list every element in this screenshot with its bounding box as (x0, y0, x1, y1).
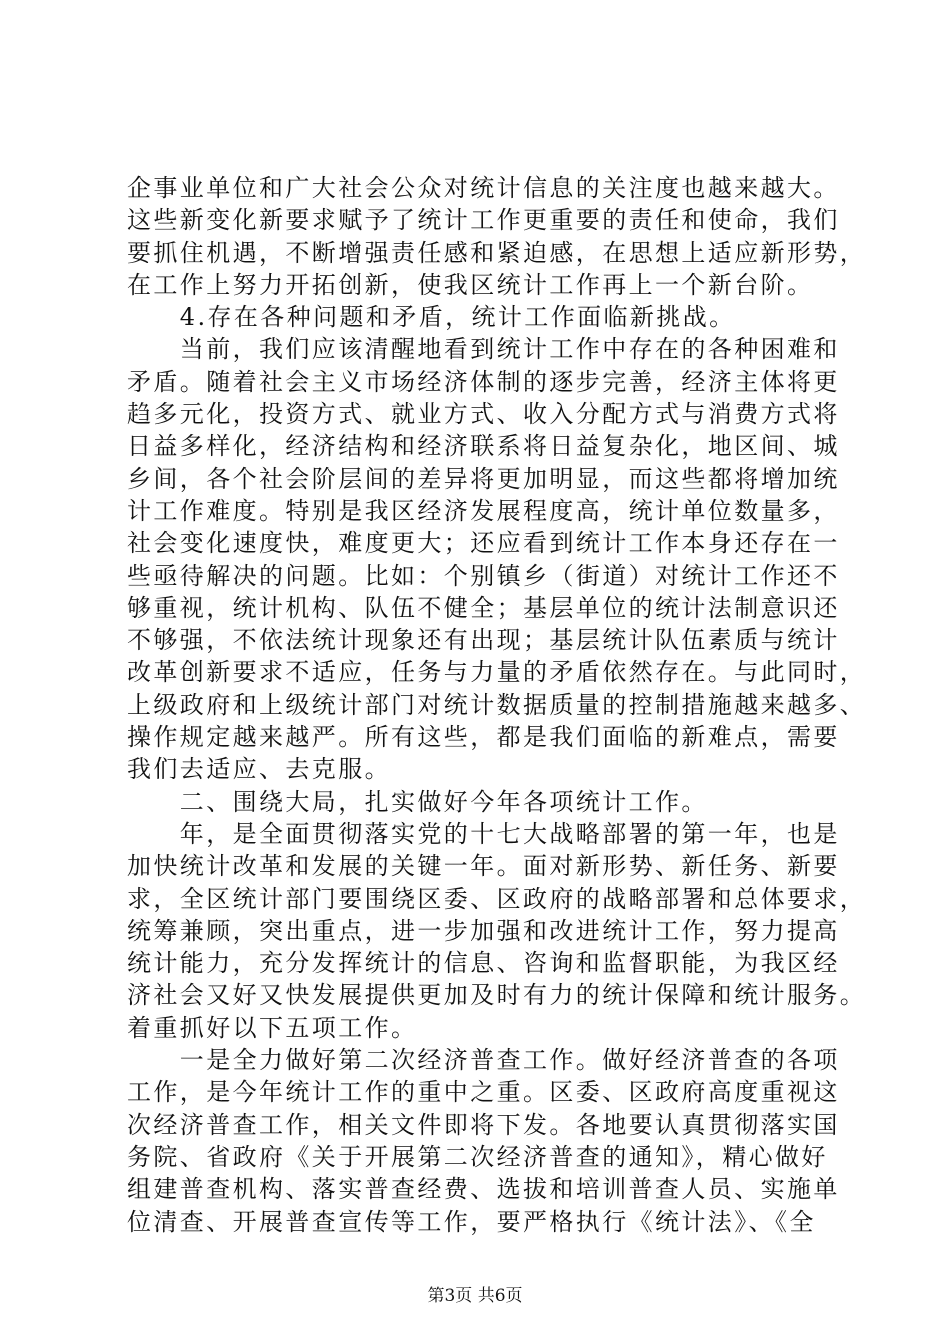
text-line: 求，全区统计部门要围绕区委、区政府的战略部署和总体要求， (127, 884, 867, 913)
text-line: 趋多元化，投资方式、就业方式、收入分配方式与消费方式将 (127, 400, 840, 429)
text-line: 统计能力，充分发挥统计的信息、咨询和监督职能，为我区经 (127, 949, 840, 978)
page-footer (0, 1285, 950, 1307)
body-text (127, 172, 867, 1238)
text-line: 4.存在各种问题和矛盾，统计工作面临新挑战。 (127, 303, 736, 332)
text-line: 工作，是今年统计工作的重中之重。区委、区政府高度重视这 (127, 1078, 840, 1107)
text-line: 日益多样化，经济结构和经济联系将日益复杂化，地区间、城 (127, 432, 840, 461)
text-line: 年，是全面贯彻落实党的十七大战略部署的第一年，也是 (127, 819, 840, 848)
text-line: 上级政府和上级统计部门对统计数据质量的控制措施越来越多、 (127, 690, 867, 719)
text-line: 一是全力做好第二次经济普查工作。做好经济普查的各项 (127, 1046, 840, 1075)
text-line: 这些新变化新要求赋予了统计工作更重要的责任和使命，我们 (127, 206, 840, 235)
text-line: 加快统计改革和发展的关键一年。面对新形势、新任务、新要 (127, 852, 840, 881)
text-line: 计工作难度。特别是我区经济发展程度高，统计单位数量多， (127, 496, 840, 525)
page-number: 第3页 共6页 (427, 1286, 523, 1306)
text-line: 务院、省政府《关于开展第二次经济普查的通知》，精心做好 (127, 1142, 828, 1171)
text-line: 些亟待解决的问题。比如：个别镇乡（街道）对统计工作还不 (127, 561, 840, 590)
text-line: 着重抓好以下五项工作。 (127, 1013, 418, 1042)
text-line: 组建普查机构、落实普查经费、选拔和培训普查人员、实施单 (127, 1175, 840, 1204)
text-line: 社会变化速度快，难度更大；还应看到统计工作本身还存在一 (127, 529, 840, 558)
text-line: 我们去适应、去克服。 (127, 755, 391, 784)
text-line: 二、围绕大局，扎实做好今年各项统计工作。 (127, 787, 708, 816)
text-line: 次经济普查工作，相关文件即将下发。各地要认真贯彻落实国 (127, 1110, 840, 1139)
text-line: 位清查、开展普查宣传等工作，要严格执行《统计法》、《全 (127, 1207, 816, 1236)
text-line: 济社会又好又快发展提供更加及时有力的统计保障和统计服务。 (127, 981, 867, 1010)
text-line: 矛盾。随着社会主义市场经济体制的逐步完善，经济主体将更 (127, 367, 840, 396)
text-line: 乡间，各个社会阶层间的差异将更加明显，而这些都将增加统 (127, 464, 840, 493)
text-line: 在工作上努力开拓创新，使我区统计工作再上一个新台阶。 (127, 270, 814, 299)
text-line: 要抓住机遇，不断增强责任感和紧迫感，在思想上适应新形势， (127, 238, 867, 267)
text-line: 够重视，统计机构、队伍不健全；基层单位的统计法制意识还 (127, 593, 840, 622)
text-line: 企事业单位和广大社会公众对统计信息的关注度也越来越大。 (127, 174, 840, 202)
text-line: 改革创新要求不适应，任务与力量的矛盾依然存在。与此同时， (127, 658, 867, 687)
text-line: 统筹兼顾，突出重点，进一步加强和改进统计工作，努力提高 (127, 916, 840, 945)
text-line: 不够强，不依法统计现象还有出现；基层统计队伍素质与统计 (127, 626, 840, 655)
text-line: 当前，我们应该清醒地看到统计工作中存在的各种困难和 (127, 335, 840, 364)
text-line: 操作规定越来越严。所有这些，都是我们面临的新难点，需要 (127, 723, 840, 752)
